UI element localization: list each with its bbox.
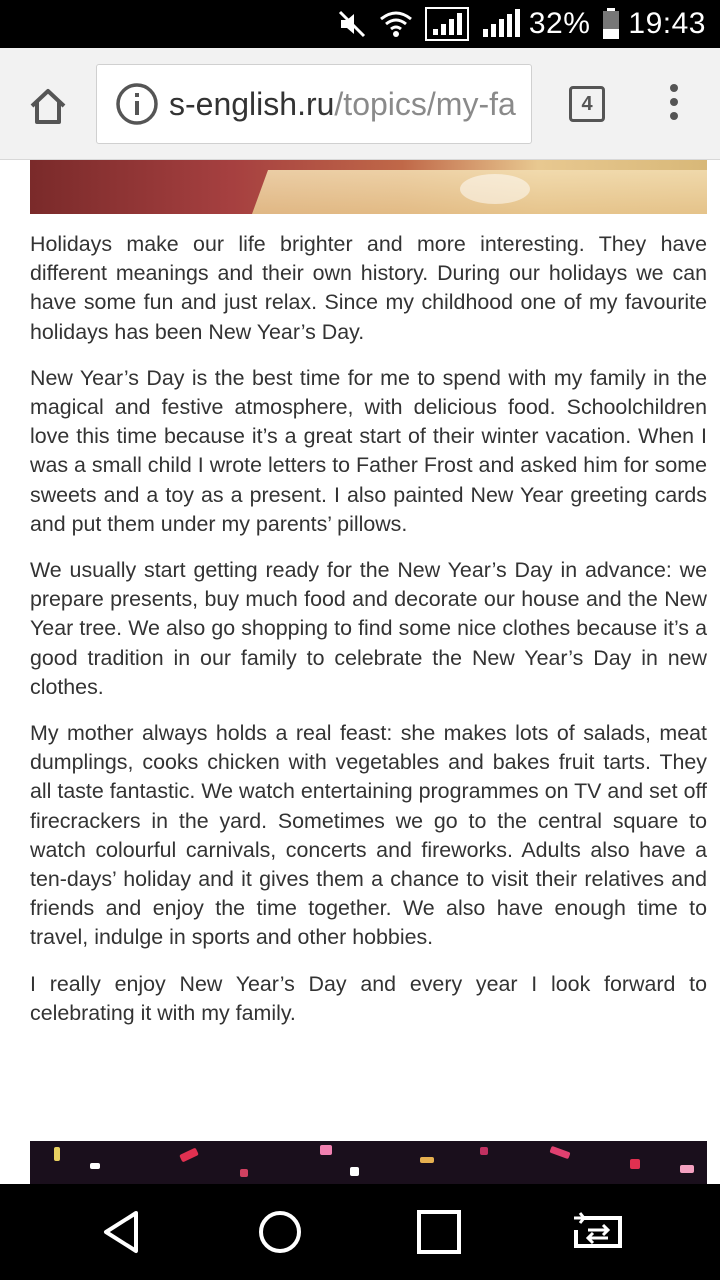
signal-sim2-icon bbox=[481, 9, 521, 39]
article-bottom-image bbox=[30, 1141, 707, 1184]
url-path: /topics/my-fa bbox=[334, 85, 516, 122]
home-icon[interactable] bbox=[24, 82, 72, 130]
back-icon[interactable] bbox=[98, 1208, 146, 1256]
browser-toolbar bbox=[0, 48, 720, 160]
page-content bbox=[0, 160, 720, 1184]
article-top-image bbox=[30, 160, 707, 214]
paragraph: My mother always holds a real feast: she makes lots of salads, meat dumplings, cooks chicken with vegetables and bakes fruit tarts. They all taste fantastic. We watch entertaining programmes on TV and set off firecrackers in the yard. Sometimes we go to the central square to watch colourful carnivals, concerts and fireworks. Adults also have a ten-days’ holiday and it gives them a chance to visit their relatives and friends and enjoy the time together. We also have enough time to travel, indulge in sports and other hobbies. bbox=[30, 721, 707, 950]
signal-sim1-icon bbox=[425, 7, 469, 41]
clock: 19:43 bbox=[628, 7, 706, 40]
paragraph: I really enjoy New Year’s Day and every year I look forward to celebrating it with my family. bbox=[30, 971, 707, 1025]
mute-icon bbox=[337, 9, 367, 39]
status-bar bbox=[0, 0, 720, 48]
paragraph: Holidays make our life brighter and more interesting. They have different meanings and their own history. During our holidays we can have some fun and just relax. Since my childhood one of my favourite holidays has been New Year’s Day. bbox=[30, 232, 707, 344]
paragraph: We usually start getting ready for the New Year’s Day in advance: we prepare presents, buy much food and decorate our house and the New Year tree. We also go shopping to find some nice clothes because it’s a good tradition in our family to celebrate the New Year’s Day in new clothes. bbox=[30, 558, 707, 699]
article-body bbox=[30, 230, 707, 1045]
screen-switch-icon[interactable] bbox=[570, 1208, 618, 1256]
wifi-icon bbox=[379, 9, 413, 39]
url-domain: s-english.ru bbox=[169, 85, 335, 122]
home-circle-icon[interactable] bbox=[256, 1208, 304, 1256]
info-icon[interactable] bbox=[115, 82, 159, 126]
tab-count: 4 bbox=[581, 92, 593, 115]
battery-icon bbox=[602, 8, 620, 40]
overflow-menu-icon[interactable] bbox=[664, 84, 684, 124]
battery-percent: 32% bbox=[528, 7, 591, 40]
tabs-icon[interactable] bbox=[569, 86, 605, 122]
paragraph: New Year’s Day is the best time for me to spend with my family in the magical and festive atmosphere, with delicious food. Schoolchildren love this time because it’s a great start of their winter vacation. When I was a small child I wrote letters to Father Frost and asked him for some sweets and a toy as a present. I also painted New Year greeting cards and put them under my parents’ pillows. bbox=[30, 365, 707, 536]
system-nav-bar bbox=[0, 1184, 720, 1280]
url-bar[interactable] bbox=[96, 64, 532, 144]
url-text bbox=[169, 86, 516, 123]
recents-icon[interactable] bbox=[415, 1208, 463, 1256]
